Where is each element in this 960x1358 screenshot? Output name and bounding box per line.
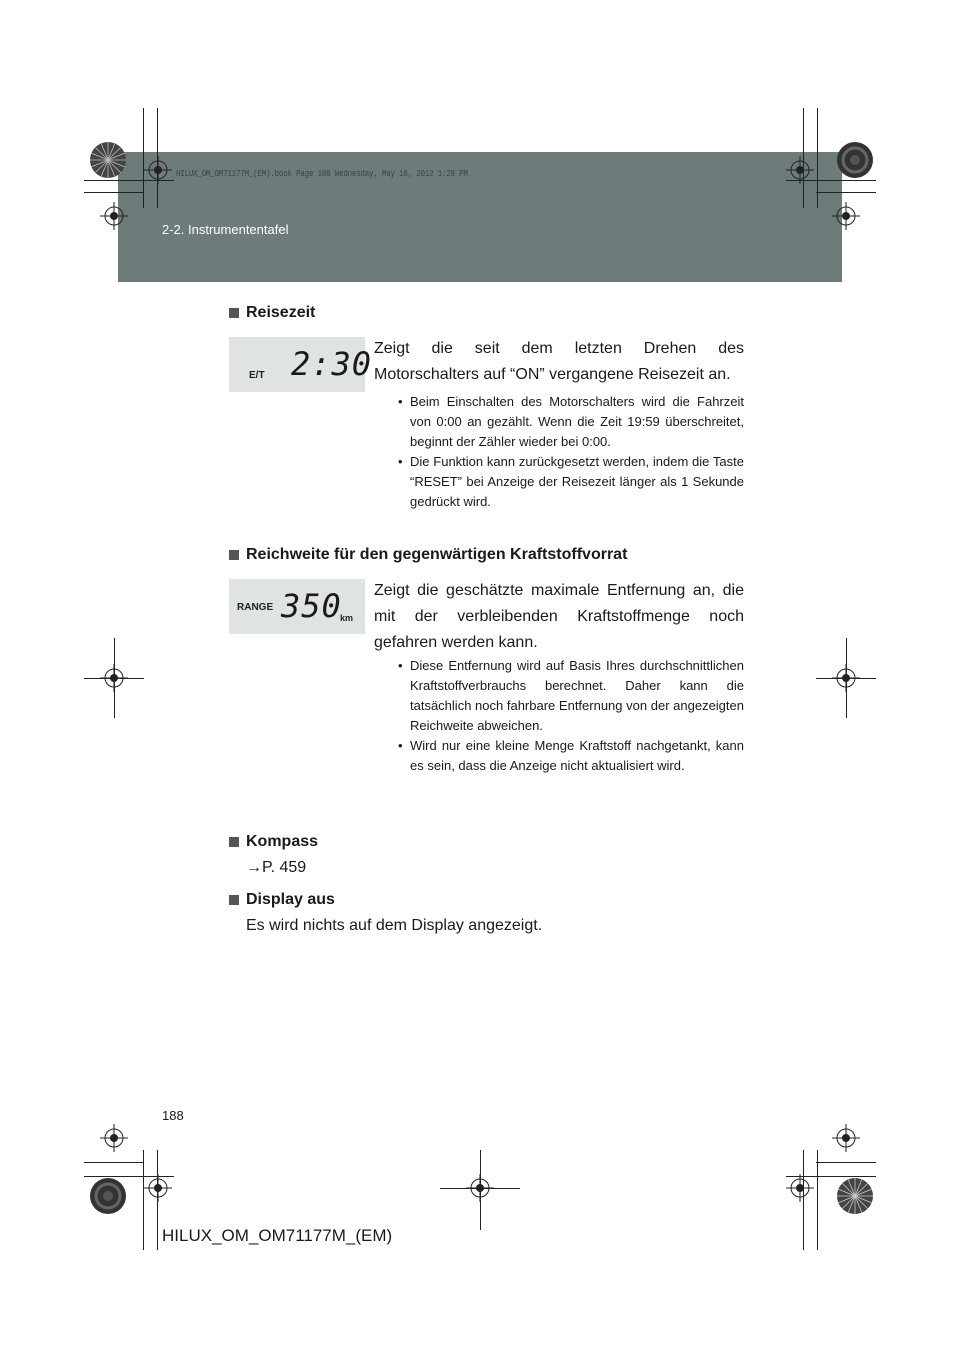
- display-value: 2:30: [291, 345, 373, 383]
- list-item: • Beim Einschalten des Motorschalters wird die Fahrzeit von 0:00 an gezählt. Wenn die Zeit 19:59 überschreitet, beginnt der Zähler wieder bei 0:00.: [392, 392, 744, 452]
- square-bullet-icon: [229, 308, 239, 318]
- registration-target-icon: [100, 202, 128, 230]
- list-item: • Wird nur eine kleine Menge Kraftstoff nachgetankt, kann es sein, dass die Anzeige nicht aktualisiert wird.: [392, 736, 744, 776]
- crop-mark: [846, 638, 847, 718]
- square-bullet-icon: [229, 837, 239, 847]
- reichweite-description: Zeigt die geschätzte maximale Entfernung an, die mit der verbleibenden Kraftstoffmenge noch gefahren werden kann.: [374, 582, 744, 651]
- crop-mark: [817, 108, 818, 208]
- crop-mark: [816, 1162, 876, 1163]
- registration-target-icon: [786, 1174, 814, 1202]
- crop-mark: [480, 1150, 481, 1230]
- crop-mark: [816, 192, 876, 193]
- square-bullet-icon: [229, 895, 239, 905]
- display-label: E/T: [249, 370, 265, 381]
- reisezeit-notes: [392, 392, 744, 512]
- section-heading-display-aus: Display aus: [229, 891, 335, 909]
- section-heading-reichweite: Reichweite für den gegenwärtigen Kraftstoffvorrat: [229, 546, 627, 564]
- list-item: • Diese Entfernung wird auf Basis Ihres durchschnittlichen Kraftstoffverbrauchs berechnet. Daher kann die tatsächlich noch fahrbare Entfernung von der angezeigten Reichweite abweichen.: [392, 656, 744, 736]
- page-number: 188: [162, 1108, 184, 1123]
- reichweite-notes: [392, 656, 744, 776]
- section-heading-kompass: Kompass: [229, 833, 318, 851]
- registration-target-icon: [832, 202, 860, 230]
- color-rosette-icon: [89, 141, 127, 179]
- registration-target-icon: [100, 1124, 128, 1152]
- color-rosette-icon: [836, 141, 874, 179]
- square-bullet-icon: [229, 550, 239, 560]
- book-stamp: HILUX_OM_OM71177M_(EM).book Page 188 Wednesday, May 16, 2012 1:28 PM: [176, 168, 468, 179]
- display-aus-text: Es wird nichts auf dem Display angezeigt.: [246, 917, 543, 934]
- document-code: HILUX_OM_OM71177M_(EM): [162, 1226, 393, 1245]
- crop-mark: [84, 192, 144, 193]
- range-display: [229, 579, 365, 634]
- registration-target-icon: [144, 156, 172, 184]
- color-rosette-icon: [836, 1177, 874, 1215]
- crop-mark: [84, 1162, 144, 1163]
- registration-target-icon: [786, 156, 814, 184]
- crop-mark: [817, 1150, 818, 1250]
- display-value: 350: [281, 587, 342, 625]
- page-reference-link[interactable]: →P. 459: [246, 859, 307, 876]
- display-unit: km: [340, 613, 354, 623]
- crop-mark: [114, 638, 115, 718]
- section-label: 2-2. Instrumententafel: [162, 222, 289, 237]
- color-rosette-icon: [89, 1177, 127, 1215]
- trip-time-display: [229, 337, 373, 392]
- display-label: RANGE: [237, 602, 274, 613]
- list-item: • Die Funktion kann zurückgesetzt werden, indem die Taste “RESET” bei Anzeige der Reisezeit länger als 1 Sekunde gedrückt wird.: [392, 452, 744, 512]
- registration-target-icon: [144, 1174, 172, 1202]
- section-heading-reisezeit: Reisezeit: [229, 304, 315, 322]
- reisezeit-description: Zeigt die seit dem letzten Drehen des Motorschalters auf “ON” vergangene Reisezeit an.: [374, 340, 744, 383]
- registration-target-icon: [832, 1124, 860, 1152]
